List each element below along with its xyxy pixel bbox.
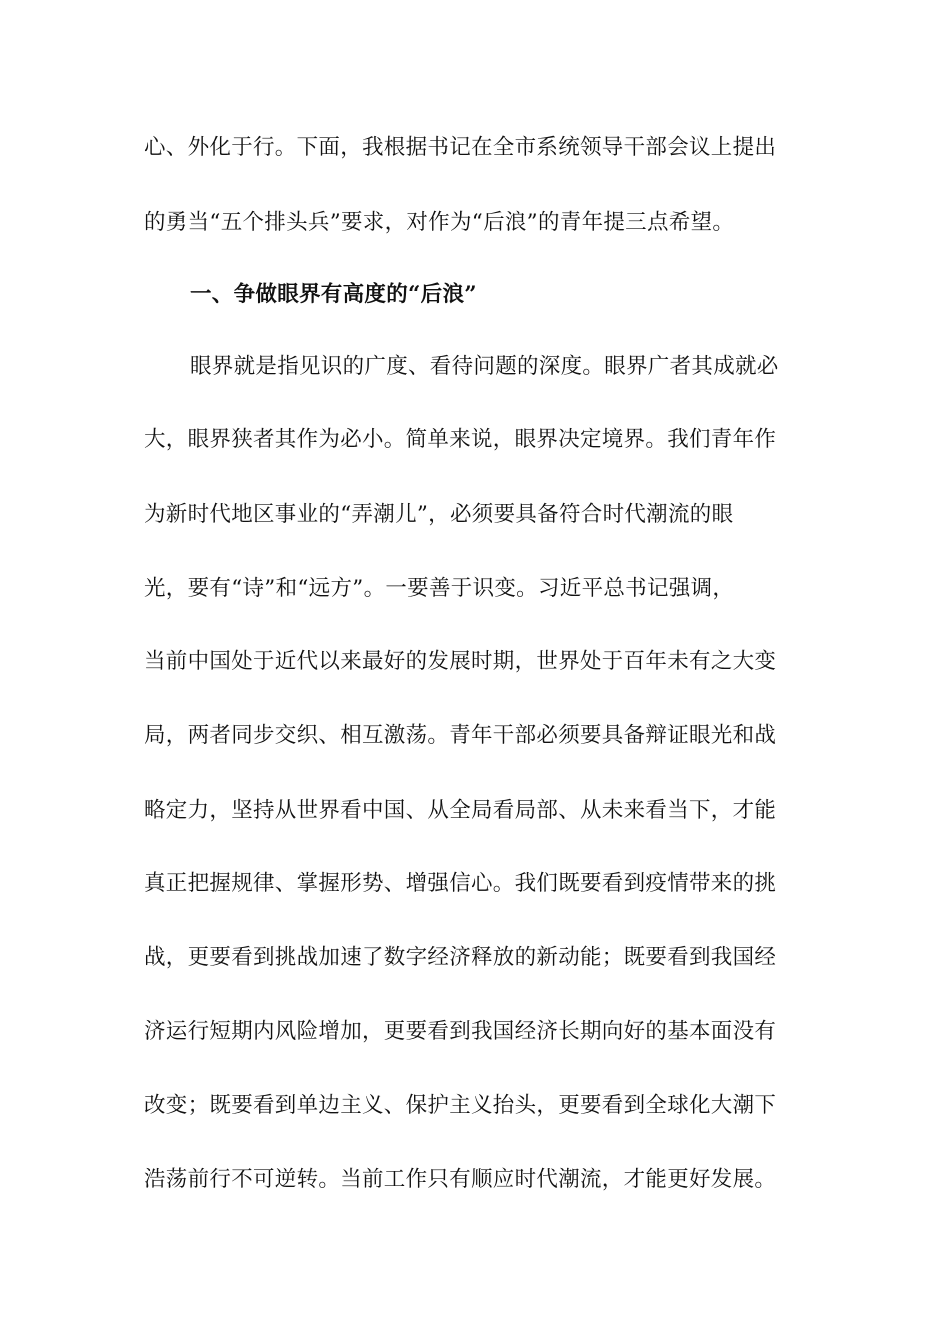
paragraph-line: 济运行短期内风险增加，更要看到我国经济长期向好的基本面没有 [144,1019,777,1044]
paragraph-line: 战，更要看到挑战加速了数字经济释放的新动能；既要看到我国经 [144,945,777,970]
paragraph-line: 当前中国处于近代以来最好的发展时期，世界处于百年未有之大变 [144,649,777,674]
paragraph-line: 局，两者同步交织、相互激荡。青年干部必须要具备辩证眼光和战 [144,723,777,748]
paragraph-line: 为新时代地区事业的“弄潮儿”，必须要具备符合时代潮流的眼 [144,502,734,527]
paragraph-line: 心、外化于行。下面，我根据书记在全市系统领导干部会议上提出 [144,135,777,160]
paragraph-line: 的勇当“五个排头兵”要求，对作为“后浪”的青年提三点希望。 [144,210,735,235]
paragraph-line: 略定力，坚持从世界看中国、从全局看局部、从未来看当下，才能 [144,798,777,823]
paragraph-line: 光，要有“诗”和“远方”。一要善于识变。习近平总书记强调， [144,576,735,601]
section-heading: 一、争做眼界有高度的“后浪” [190,282,477,307]
paragraph-line: 真正把握规律、掌握形势、增强信心。我们既要看到疫情带来的挑 [144,871,777,896]
paragraph-line: 大，眼界狭者其作为必小。简单来说，眼界决定境界。我们青年作 [144,427,777,452]
paragraph-line: 改变；既要看到单边主义、保护主义抬头，更要看到全球化大潮下 [144,1093,777,1118]
paragraph-line: 浩荡前行不可逆转。当前工作只有顺应时代潮流，才能更好发展。 [144,1167,777,1192]
paragraph-line: 眼界就是指见识的广度、看待问题的深度。眼界广者其成就必 [190,354,779,379]
